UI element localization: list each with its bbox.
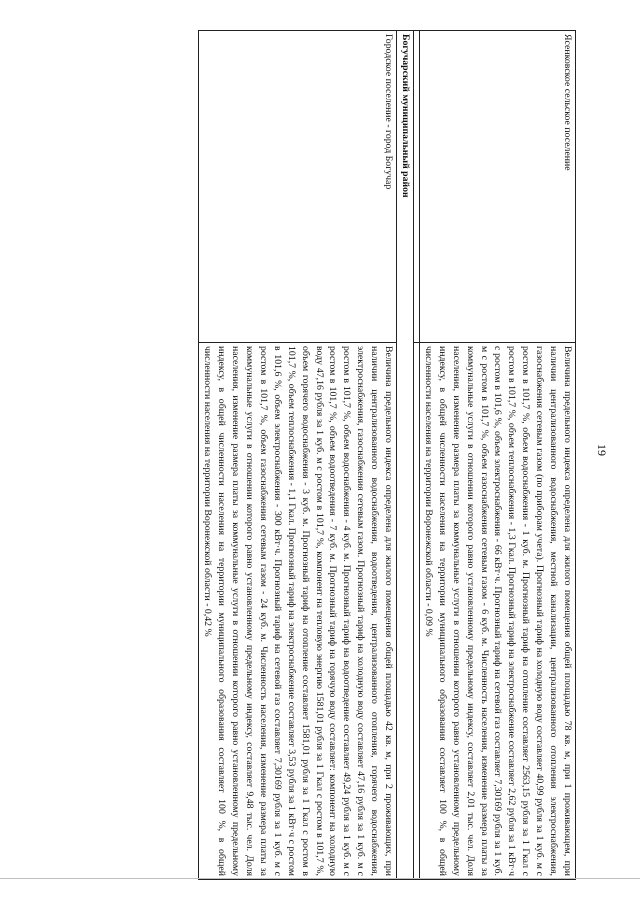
spacer-cell [414,31,420,343]
table-row [420,31,576,880]
table-spacer-row [414,31,420,880]
page-bottom-rule [0,878,640,879]
district-heading-cell: Богучарский муниципальный район [397,31,414,880]
page-number: 19 [595,444,609,456]
rotated-page [51,30,576,880]
index-description-cell: Величина предельного индекса определена для жилого помещения общей площадью 78 кв. м, при 1 проживающем, при наличии централизованного водоснабжения, местной канализации, централизованного отопления электроснабжения, газоснабжения сетевым газом (по приборам учета). Прогнозный тариф на холодную воду составляет 40,99 рубля за 1 куб. м с ростом в 101,7 %, объем водоснабжения - 1 куб. м. Прогнозный тариф на отопление составляет 2563,15 рубля за 1 Гкал с ростом в 101,7 %, объем теплоснабжения - 1,3 Гкал. Прогнозный тариф на электроснабжение составляет 2,62 рубля за 1 кВт·ч с ростом в 101,6 %, объем электроснабжения - 66 кВт·ч. Прогнозный тариф на сетевой газ составляет 7,30169 рубля за 1 куб. м с ростом в 101,7 %, объем газоснабжения сетевым газом - 6 куб. м. Численность населения, изменение размера платы за коммунальные услуги в отношении которого равно установленному предельному индексу, составляет 2,01 тыс. чел. Доля населения, изменение размера платы за коммунальные услуги в отношении которого равно установленному предельному индексу, в общей численности населения на территории муниципального образования составляет 100 %, в общей численности населения на территории Воронежской области - 0,09 % [420,343,576,880]
table-row [199,31,397,880]
municipality-name-cell: Ясенковское сельское поселение [420,31,576,343]
index-description-cell: Величина предельного индекса определена для жилого помещения общей площадью 42 кв. м, при 2 проживающих, при наличии централизованного водоснабжения, водоотведения, централизованного отопления, горячего водоснабжения, электроснабжения, газоснабжения сетевым газом. Прогнозный тариф на холодную воду составляет 47,16 рубля за 1 куб. м с ростом в 101,7 %, объем водоснабжения - 4 куб. м. Прогнозный тариф на водоотведение составляет 49,24 рубля за 1 куб. м с ростом в 101,7 %, объем водоотведения - 7 куб. м. Прогнозный тариф на горячую воду составляет: компонент на холодную воду 47,16 рубля за 1 куб. м с ростом в 101,7 %, компонент на тепловую энергию 1581,01 рубля за 1 Гкал с ростом в 101,7 %, объем горячего водоснабжения - 3 куб. м. Прогнозный тариф на отопление составляет 1581,01 рубля за 1 Гкал с ростом в 101,7 %, объем теплоснабжения - 1,1 Гкал. Прогнозный тариф на электроснабжение составляет 3,53 рубля за 1 кВт·ч с ростом в 101,6 %, объем электроснабжения - 300 кВт·ч. Прогнозный тариф на сетевой газ составляет 7,30169 рубля за 1 куб. м с ростом в 101,7 %, объем газоснабжения сетевым газом - 24 куб. м. Численность населения, изменение размера платы за коммунальные услуги в отношении которого равно установленному предельному индексу, составляет 9,48 тыс. чел. Доля населения, изменение размера платы за коммунальные услуги в отношении которого равно установленному предельному индексу, в общей численности населения на территории муниципального образования составляет 100 %, в общей численности населения на территории Воронежской области - 0,42 % [199,343,397,880]
tariff-index-table [198,30,576,880]
table-row [397,31,414,880]
municipality-name-cell: Городское поселение - город Богучар [199,31,397,343]
spacer-cell [414,343,420,880]
